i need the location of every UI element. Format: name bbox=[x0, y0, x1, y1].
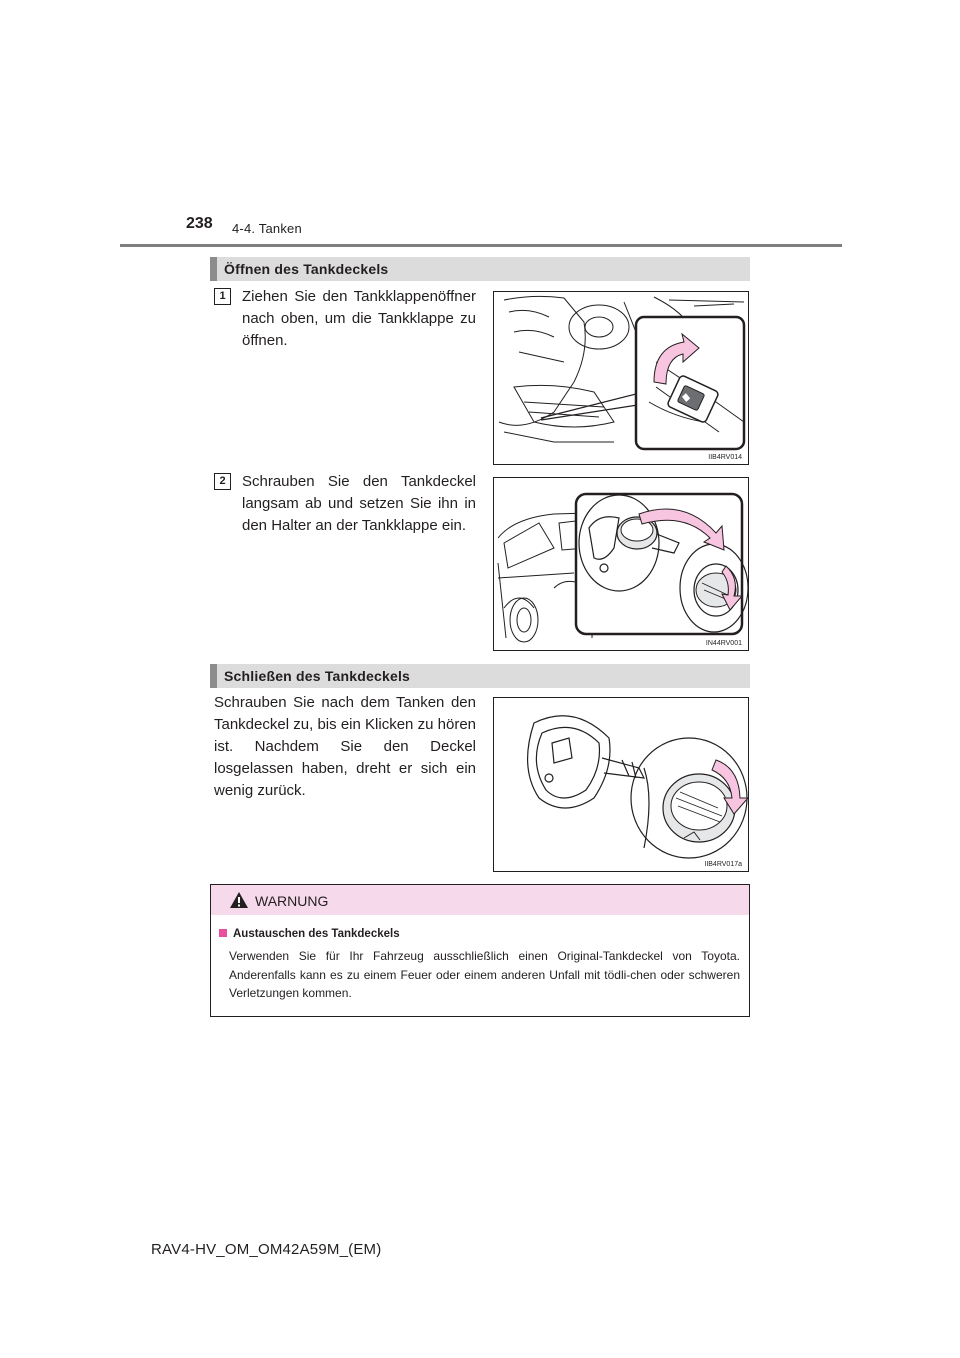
figure-code: IIB4RV014 bbox=[708, 454, 742, 461]
footer-doc-code: RAV4-HV_OM_OM42A59M_(EM) bbox=[151, 1241, 382, 1258]
section-header-close-fuel-cap bbox=[210, 664, 750, 688]
section-header-title: Öffnen des Tankdeckels bbox=[224, 261, 389, 277]
step-2-text: Schrauben Sie den Tankdeckel langsam ab und setzen Sie ihn in den Halter an der Tankklappe ein. bbox=[242, 473, 476, 534]
warning-item-title-text: Austauschen des Tankdeckels bbox=[233, 928, 400, 940]
warning-box bbox=[210, 884, 750, 1017]
warning-label: WARNUNG bbox=[255, 893, 329, 909]
figure-fuel-cap-closing bbox=[493, 697, 749, 872]
figure-code: IN44RV001 bbox=[705, 640, 742, 647]
section-title: 4-4. Tanken bbox=[232, 221, 302, 236]
fuel-door-opener-illustration bbox=[494, 292, 748, 464]
figure-fuel-cap-holder bbox=[493, 477, 749, 651]
close-instructions-text: Schrauben Sie nach dem Tanken den Tankdeckel zu, bis ein Klicken zu hören ist. Nachdem Sie den Deckel losgelassen haben, dreht er sich ein wenig zurück. bbox=[214, 694, 476, 799]
warning-item-title bbox=[219, 928, 400, 940]
fuel-cap-closing-illustration bbox=[494, 698, 748, 871]
fuel-cap-holder-illustration bbox=[494, 478, 748, 650]
warning-header bbox=[211, 885, 749, 915]
section-header-bar bbox=[210, 664, 217, 688]
step-1-text: Ziehen Sie den Tankklappenöffner nach oben, um die Tankklappe zu öffnen. bbox=[242, 288, 476, 349]
figure-code: IIB4RV017a bbox=[704, 861, 742, 868]
section-header-open-fuel-cap bbox=[210, 257, 750, 281]
step-number-2: 2 bbox=[214, 473, 231, 490]
section-header-bar bbox=[210, 257, 217, 281]
step-number-1: 1 bbox=[214, 288, 231, 305]
warning-triangle-icon bbox=[229, 891, 249, 909]
bullet-square-icon bbox=[219, 929, 227, 937]
section-header-title: Schließen des Tankdeckels bbox=[224, 668, 411, 684]
page-number: 238 bbox=[186, 215, 213, 232]
figure-fuel-door-opener bbox=[493, 291, 749, 465]
header-rule bbox=[120, 244, 842, 247]
warning-item-text: Verwenden Sie für Ihr Fahrzeug ausschließlich einen Original-Tankdeckel von Toyota. Anderenfalls kann es zu einem Feuer oder einem anderen Unfall mit tödli-chen oder schweren Verletzungen kommen. bbox=[229, 949, 740, 1000]
